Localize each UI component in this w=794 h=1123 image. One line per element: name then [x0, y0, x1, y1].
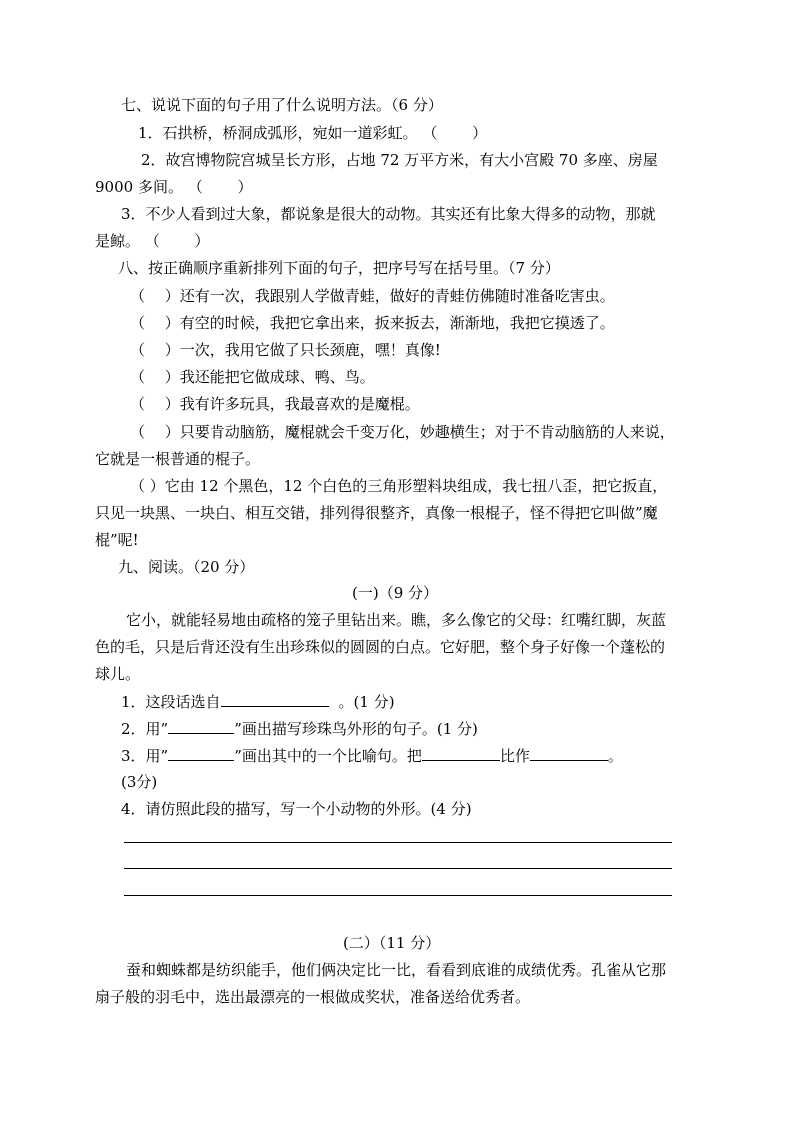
passage-2-line2: 扇子般的羽毛中，选出最漂亮的一根做成奖状，准备送给优秀者。	[95, 988, 531, 1006]
q3-prefix: 3．用”	[121, 747, 169, 765]
order-item-4: （ ）我还能把它做成球、鸭、鸟。	[130, 368, 375, 386]
passage-1-title: (一)（9 分）	[352, 584, 439, 602]
q1-answer-blank[interactable]	[221, 692, 329, 707]
q3-answer-blank-2[interactable]	[530, 746, 608, 761]
passage-1-line3: 球儿。	[95, 665, 141, 683]
question-7-2-line1: 2．故宫博物院宫城呈长方形，占地 72 万平方米，有大小宫殿 70 多座、房屋	[141, 151, 658, 169]
order-item-6-line1: （ ）只要肯动脑筋，魔棍就会千变万化，妙趣横生；对于不肯动脑筋的人来说，	[130, 423, 675, 441]
writing-line-1[interactable]	[124, 842, 672, 843]
q1-suffix: 。(1 分)	[338, 693, 395, 711]
order-item-2: （ ）有空的时候，我把它拿出来，扳来扳去，渐渐地，我把它摸透了。	[130, 314, 615, 332]
passage-1-line1: 它小，就能轻易地由疏格的笼子里钻出来。瞧，多么像它的父母：红嘴红脚，灰蓝	[126, 611, 667, 629]
order-item-6-line2: 它就是一根普通的棍子。	[95, 450, 261, 468]
q2-suffix: ”画出描写珍珠鸟外形的句子。(1 分)	[234, 720, 478, 738]
q2-underline-sample	[168, 719, 234, 734]
order-item-3: （ ）一次，我用它做了只长颈鹿，嘿！真像!	[130, 341, 441, 359]
q3-suffix: 。	[607, 747, 623, 765]
order-item-7-line2: 只见一块黑、一块白、相互交错，排列得很整齐，真像一根棍子，怪不得把它叫做”魔	[95, 504, 658, 522]
question-7-3-line1: 3．不少人看到过大象，都说象是很大的动物。其实还有比象大得多的动物，那就	[121, 205, 656, 223]
section-9-heading: 九、阅读。（20 分）	[118, 558, 255, 576]
passage-1-question-4: 4．请仿照此段的描写，写一个小动物的外形。(4 分)	[121, 800, 472, 818]
order-item-1: （ ）还有一次，我跟别人学做青蛙，做好的青蛙仿佛随时准备吃害虫。	[130, 287, 615, 305]
q3-middle-2: 比作	[499, 747, 530, 765]
passage-1-line2: 色的毛，只是后背还没有生出珍珠似的圆圆的白点。它好肥，整个身子好像一个蓬松的	[95, 638, 666, 656]
question-7-3-line2: 是鲸。 （ ）	[95, 232, 210, 250]
writing-line-2[interactable]	[124, 868, 672, 869]
q1-prefix: 1．这段话选自	[121, 693, 221, 711]
writing-line-3[interactable]	[124, 895, 672, 896]
q3-answer-blank-1[interactable]	[422, 746, 500, 761]
q3-underline-sample	[168, 746, 234, 761]
q2-prefix: 2．用”	[121, 720, 169, 738]
q3-middle: ”画出其中的一个比喻句。把	[234, 747, 422, 765]
passage-1-question-3-score: (3分)	[121, 773, 158, 791]
section-8-heading: 八、按正确顺序重新排列下面的句子，把序号写在括号里。（7 分）	[118, 259, 560, 277]
question-7-1: 1．石拱桥，桥洞成弧形，宛如一道彩虹。 （ ）	[138, 124, 488, 142]
passage-1-question-2	[121, 719, 478, 738]
order-item-5: （ ）我有许多玩具，我最喜欢的是魔棍。	[130, 395, 420, 413]
passage-1-question-3	[121, 746, 623, 765]
passage-2-line1: 蚕和蜘蛛都是纺织能手，他们俩决定比一比，看看到底谁的成绩优秀。孔雀从它那	[126, 961, 667, 979]
section-7-heading: 七、说说下面的句子用了什么说明方法。（6 分）	[121, 96, 443, 114]
order-item-7-line1: （ ）它由 12 个黑色，12 个白色的三角形塑料块组成，我七扭八歪，把它扳直，	[130, 477, 668, 495]
passage-2-title: (二）（11 分）	[343, 934, 441, 952]
passage-1-question-1	[121, 692, 395, 711]
question-7-2-line2: 9000 多间。 （ ）	[95, 178, 253, 196]
order-item-7-line3: 棍”呢!	[95, 531, 139, 549]
